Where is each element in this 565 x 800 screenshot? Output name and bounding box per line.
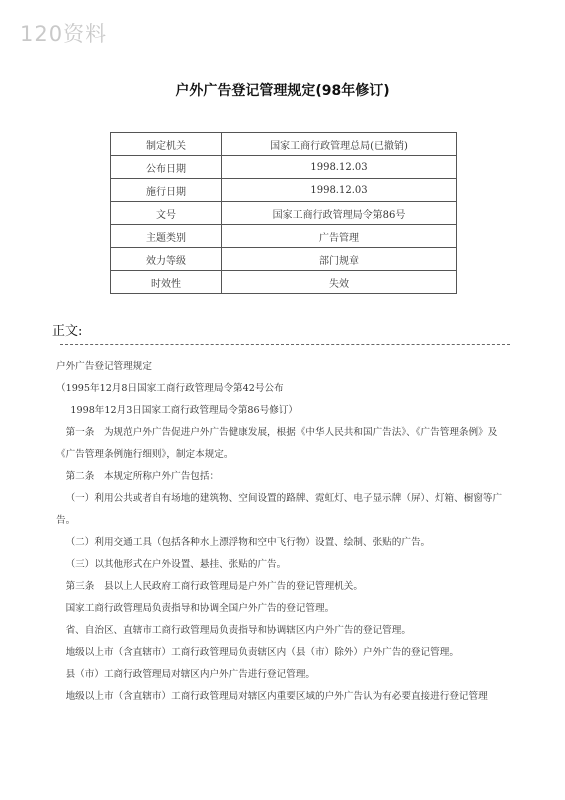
dashed-divider [60,344,510,345]
section-label: 正文: [52,324,83,339]
paragraph: （1995年12月8日国家工商行政管理局令第42号公布 [56,383,284,394]
paragraph: 省、自治区、直辖市工商行政管理局负责指导和协调辖区内户外广告的登记管理。 [65,625,411,636]
table-row [111,156,457,179]
paragraph: （三）以其他形式在户外设置、悬挂、张贴的广告。 [65,559,287,570]
meta-value: 部门规章 [222,248,457,271]
body-text [56,356,512,708]
meta-key: 时效性 [111,271,222,294]
paragraph: （一）利用公共或者自有场地的建筑物、空间设置的路牌、霓虹灯、电子显示牌（屏）、灯箱、橱窗等广告。 [56,493,503,526]
meta-key: 施行日期 [111,179,222,202]
table-row [111,202,457,225]
meta-value: 失效 [222,271,457,294]
paragraph: 第一条 为规范户外广告促进户外广告健康发展，根据《中华人民共和国广告法》、《广告管理条例》及《广告管理条例施行细则》，制定本规定。 [56,427,498,460]
meta-value: 1998.12.03 [222,156,457,179]
table-row [111,133,457,156]
meta-value: 国家工商行政管理局令第86号 [222,202,457,225]
table-row [111,271,457,294]
meta-key: 主题类别 [111,225,222,248]
meta-value: 国家工商行政管理总局(已撤销) [222,133,457,156]
paragraph: 地级以上市（含直辖市）工商行政管理局对辖区内重要区域的户外广告认为有必要直接进行登记管理 [65,691,488,702]
paragraph: 第二条 本规定所称户外广告包括： [65,471,220,482]
paragraph: 第三条 县以上人民政府工商行政管理局是户外广告的登记管理机关。 [65,581,363,592]
paragraph: 户外广告登记管理规定 [56,361,152,372]
table-row [111,248,457,271]
meta-key: 效力等级 [111,248,222,271]
meta-key: 文号 [111,202,222,225]
meta-key: 制定机关 [111,133,222,156]
paragraph: 1998年12月3日国家工商行政管理局令第86号修订） [70,405,299,416]
document-title: 户外广告登记管理规定(98年修订) [175,83,390,99]
table-row [111,179,457,202]
paragraph: 地级以上市（含直辖市）工商行政管理局负责辖区内（县（市）除外）户外广告的登记管理。 [65,647,459,658]
meta-value: 广告管理 [222,225,457,248]
watermark-logo: 120资料 [20,22,108,46]
meta-key: 公布日期 [111,156,222,179]
paragraph: （二）利用交通工具（包括各种水上漂浮物和空中飞行物）设置、绘制、张贴的广告。 [65,537,431,548]
meta-value: 1998.12.03 [222,179,457,202]
table-row [111,225,457,248]
paragraph: 国家工商行政管理局负责指导和协调全国户外广告的登记管理。 [65,603,335,614]
paragraph: 县（市）工商行政管理局对辖区内户外广告进行登记管理。 [65,669,316,680]
metadata-table [110,132,457,294]
